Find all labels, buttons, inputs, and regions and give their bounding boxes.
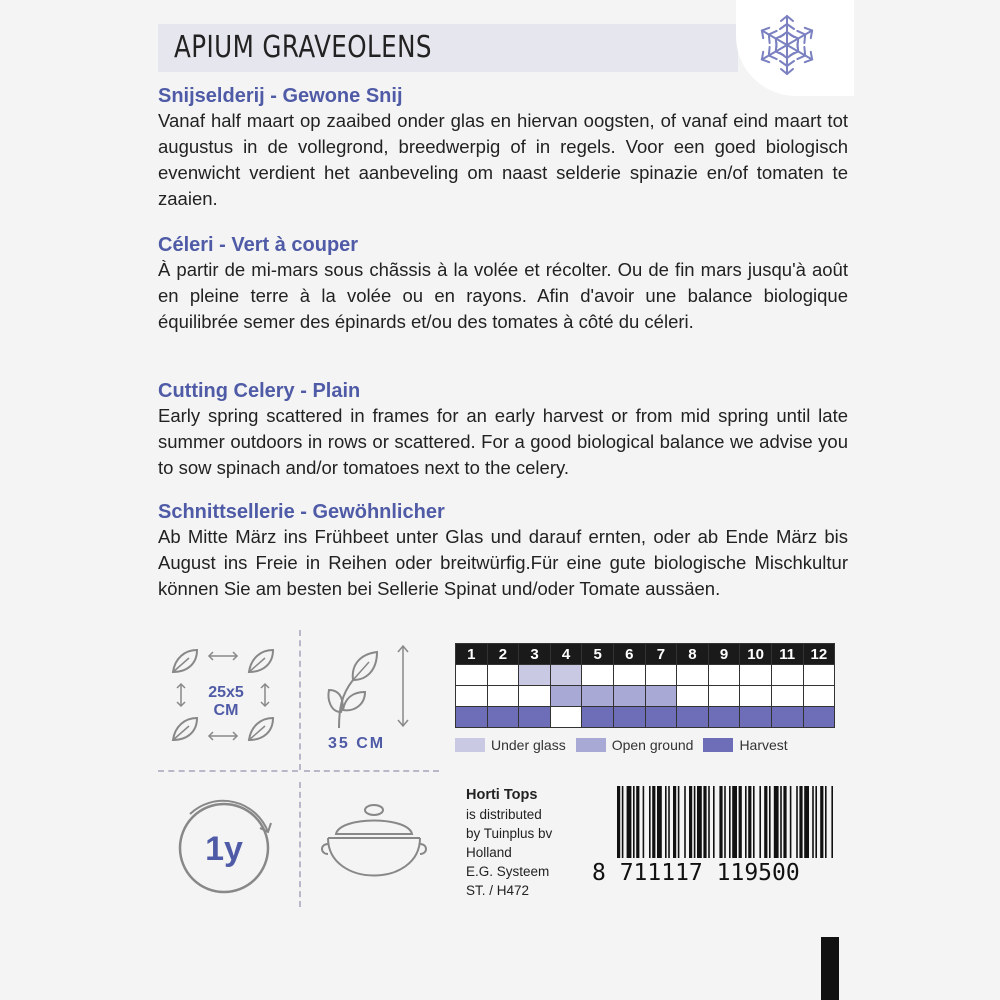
section-title: Snijselderij - Gewone Snij [158, 85, 403, 107]
brand-name: Horti Tops [466, 787, 538, 803]
calendar-cell-under-glass-8 [677, 665, 709, 686]
barcode-bar [636, 786, 639, 858]
barcode-bar [673, 786, 676, 858]
barcode-bar [694, 786, 696, 858]
divider-horizontal [158, 770, 298, 772]
distributor-line: by Tuinplus bv [466, 826, 553, 841]
barcode-bar [769, 786, 771, 858]
legend-label: Under glass [491, 737, 566, 753]
calendar-cell-open-ground-9 [708, 686, 740, 707]
barcode-bar [796, 786, 798, 858]
calendar-cell-harvest-10 [740, 707, 772, 728]
calendar-cell-harvest-11 [771, 707, 803, 728]
section-title: Céleri - Vert à couper [158, 234, 359, 256]
barcode-bar [812, 786, 814, 858]
month-cell: 3 [519, 644, 551, 665]
plant-height-label: 35 CM [328, 735, 386, 752]
barcode-bar [697, 786, 702, 858]
barcode-bar [804, 786, 809, 858]
legend-label: Harvest [739, 737, 788, 753]
month-cell: 4 [550, 644, 582, 665]
barcode-bar [820, 786, 823, 858]
calendar-row-under-glass [456, 665, 835, 686]
barcode-bar [825, 786, 827, 858]
barcode-bar [748, 786, 751, 858]
section-body: Early spring scattered in frames for an early harvest or from mid spring until late summer outdoors in rows or scattered. For a good biological balance we advise you to sow spinach and/or tomatoes next to the celery. [158, 405, 848, 478]
calendar-cell-open-ground-1 [456, 686, 488, 707]
barcode-bar [745, 786, 747, 858]
calendar-cell-open-ground-2 [487, 686, 519, 707]
calendar-cell-harvest-2 [487, 707, 519, 728]
distributor-line: Holland [466, 845, 512, 860]
calendar-cell-under-glass-10 [740, 665, 772, 686]
black-bar [821, 937, 839, 1000]
month-cell: 7 [645, 644, 677, 665]
barcode-bar [724, 786, 726, 858]
calendar-cell-open-ground-4 [550, 686, 582, 707]
barcode-number: 8 711117 119500 [592, 860, 800, 886]
barcode-bar [753, 786, 755, 858]
calendar-row-open-ground [456, 686, 835, 707]
spacing-label: 25x5 CM [208, 684, 244, 719]
calendar-cell-under-glass-9 [708, 665, 740, 686]
sowing-calendar [455, 643, 835, 728]
month-cell: 2 [487, 644, 519, 665]
section-dutch [158, 84, 848, 212]
calendar-cell-open-ground-8 [677, 686, 709, 707]
month-cell: 1 [456, 644, 488, 665]
barcode-bar [649, 786, 651, 858]
calendar-cell-under-glass-11 [771, 665, 803, 686]
calendar-cell-under-glass-2 [487, 665, 519, 686]
calendar-legend [455, 737, 798, 753]
barcode-bar [665, 786, 667, 858]
legend-swatch-under-glass [455, 738, 485, 752]
month-cell: 9 [708, 644, 740, 665]
section-english [158, 379, 848, 481]
month-cell: 10 [740, 644, 772, 665]
calendar-cell-harvest-6 [613, 707, 645, 728]
barcode-bar [790, 786, 792, 858]
barcode-bar [668, 786, 670, 858]
calendar-cell-harvest-7 [645, 707, 677, 728]
barcode-bar [815, 786, 817, 858]
legend-label: Open ground [611, 737, 694, 753]
section-body: À partir de mi-mars sous chãssis à la volée et récolter. Ou de fin mars jusqu'à août en pleine terre à la volée ou en rayons. Afin d'avoir une balance biologique équilibrée semer des épinards et/ou des tomates à côté du céleri. [158, 259, 848, 332]
barcode-bar [657, 786, 662, 858]
calendar-cell-harvest-9 [708, 707, 740, 728]
section-title: Cutting Celery - Plain [158, 380, 361, 402]
divider-horizontal [304, 770, 439, 772]
calendar-cell-open-ground-12 [803, 686, 835, 707]
calendar-cell-under-glass-6 [613, 665, 645, 686]
calendar-cell-open-ground-10 [740, 686, 772, 707]
calendar-cell-under-glass-1 [456, 665, 488, 686]
barcode-bar [703, 786, 706, 858]
barcode-bar [627, 786, 632, 858]
calendar-cell-harvest-8 [677, 707, 709, 728]
divider-vertical [299, 630, 301, 770]
calendar-cell-open-ground-3 [519, 686, 551, 707]
barcode-bar [799, 786, 802, 858]
month-cell: 11 [771, 644, 803, 665]
calendar-cell-harvest-12 [803, 707, 835, 728]
legend-swatch-harvest [703, 738, 733, 752]
calendar-cell-under-glass-5 [582, 665, 614, 686]
divider-vertical [299, 782, 301, 907]
calendar-cell-open-ground-6 [613, 686, 645, 707]
calendar-row-harvest [456, 707, 835, 728]
lifespan-icon [168, 792, 280, 904]
calendar-cell-under-glass-3 [519, 665, 551, 686]
calendar-cell-under-glass-4 [550, 665, 582, 686]
calendar-cell-open-ground-7 [645, 686, 677, 707]
barcode-bar [708, 786, 710, 858]
lifespan-label: 1y [205, 830, 243, 868]
month-cell: 5 [582, 644, 614, 665]
month-cell: 6 [613, 644, 645, 665]
calendar-cell-open-ground-11 [771, 686, 803, 707]
barcode-bar [759, 786, 761, 858]
cooking-pot-icon [318, 798, 430, 898]
section-title: Schnittsellerie - Gewöhnlicher [158, 501, 445, 523]
barcode-bar [774, 786, 779, 858]
calendar-cell-under-glass-7 [645, 665, 677, 686]
calendar-cell-open-ground-5 [582, 686, 614, 707]
distributor-line: is distributed [466, 807, 542, 822]
barcode-bar [764, 786, 767, 858]
distributor-line: ST. / H472 [466, 883, 530, 898]
barcode-bar [739, 786, 742, 858]
barcode-bar [729, 786, 731, 858]
barcode-bar [617, 786, 620, 858]
snowflake-icon [755, 13, 819, 77]
plant-height-icon [325, 640, 425, 735]
calendar-cell-harvest-1 [456, 707, 488, 728]
calendar-cell-harvest-4 [550, 707, 582, 728]
section-german [158, 500, 848, 602]
legend-swatch-open-ground [576, 738, 606, 752]
barcode-bar [633, 786, 635, 858]
calendar-months-row [456, 644, 835, 665]
month-cell: 12 [803, 644, 835, 665]
barcode-bar [732, 786, 737, 858]
calendar-cell-under-glass-12 [803, 665, 835, 686]
barcode-bar [689, 786, 692, 858]
distributor-info [466, 786, 552, 900]
barcode-bar [783, 786, 786, 858]
barcode-bar [831, 786, 833, 858]
month-cell: 8 [677, 644, 709, 665]
barcode-bar [684, 786, 686, 858]
barcode-bar [719, 786, 722, 858]
section-french [158, 233, 848, 335]
section-body: Ab Mitte März ins Frühbeet unter Glas und darauf ernten, oder ab Ende März bis August ins Freie in Reihen oder breitwürfig.Für eine gute biologische Mischkultur können Sie am besten bei Sellerie Spinat und/oder Tomate aussäen. [158, 526, 848, 599]
page-title: APIUM GRAVEOLENS [174, 30, 432, 65]
section-body: Vanaf half maart op zaaibed onder glas en hiervan oogsten, of vanaf eind maart tot augustus in de vollegrond, breedwerpig of in regels. Voor een goed biologisch evenwicht verdient het aanbeveling om naast selderie spinazie en/of tomaten te zaaien. [158, 110, 848, 209]
barcode-bar [652, 786, 655, 858]
barcode-bar [780, 786, 782, 858]
barcode-bar [622, 786, 624, 858]
barcode-bar [713, 786, 715, 858]
distributor-line: E.G. Systeem [466, 864, 550, 879]
barcode-bar [678, 786, 680, 858]
calendar-cell-harvest-3 [519, 707, 551, 728]
barcode-bar [643, 786, 645, 858]
calendar-cell-harvest-5 [582, 707, 614, 728]
